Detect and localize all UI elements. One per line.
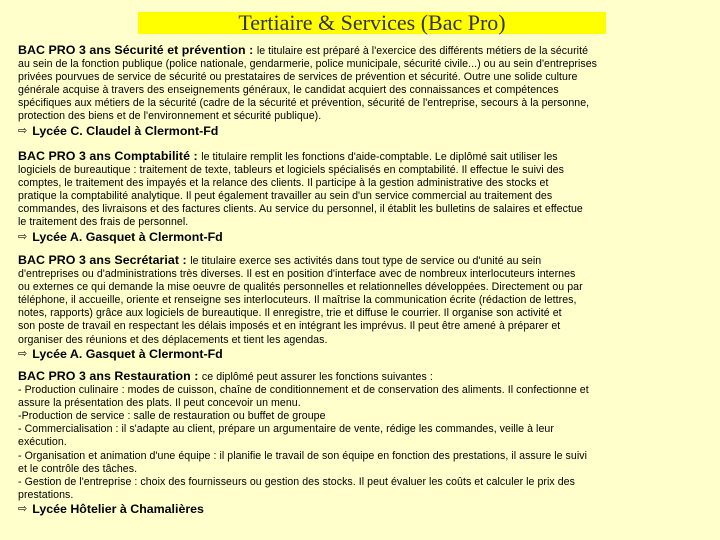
text-line: - Commercialisation : il s'adapte au client, prépare un argumentaire de vente, rédige les commandes, veille à leur: [18, 423, 554, 436]
text-line: assure la présentation des plats. Il peut concevoir un menu.: [18, 397, 301, 410]
school-line: [18, 502, 708, 516]
section-heading: BAC PRO 3 ans Secrétariat :: [18, 253, 191, 267]
school-line: [18, 124, 708, 138]
text-line: - Production culinaire : modes de cuisson, chaîne de conditionnement et de conservation des aliments. Il confectionne et: [18, 384, 589, 397]
arrow-right-icon: ⇨: [18, 124, 28, 137]
arrow-right-icon: ⇨: [18, 502, 28, 515]
text-line: au sein de la fonction publique (police nationale, gendarmerie, police municipale, sécurité civile...) ou au sein d'entreprises: [18, 58, 598, 71]
text-line: notes, rapports) grâce aux logiciels de bureautique. Il enregistre, trie et diffuse le courrier. Il organise son activité et: [18, 307, 562, 320]
school-name: Lycée Hôtelier à Chamalières: [32, 501, 204, 516]
text-line: exécution.: [18, 436, 67, 449]
text-line: organiser des réunions et des déplacements et tient les agendas.: [18, 333, 328, 346]
arrow-right-icon: ⇨: [18, 347, 28, 360]
school-name: Lycée A. Gasquet à Clermont-Fd: [32, 229, 223, 244]
text-line: le traitement des frais de personnel.: [18, 216, 189, 229]
school-name: Lycée A. Gasquet à Clermont-Fd: [32, 346, 223, 361]
section-heading: BAC PRO 3 ans Comptabilité :: [18, 149, 202, 163]
section-secretariat: [18, 254, 708, 361]
text-line: privées pourvues de service de sécurité ou prestataires de services de prévention et sécurité. Outre une solide culture: [18, 71, 578, 84]
section-paragraph: [18, 254, 708, 347]
text-line: et le contrôle des tâches.: [18, 462, 138, 475]
text-line: logiciels de bureautique : traitement de texte, tableurs et logiciels spécialisés en comptabilité. Il effectue le suivi des: [18, 164, 564, 177]
school-line: [18, 347, 708, 361]
section-heading: BAC PRO 3 ans Sécurité et prévention :: [18, 43, 257, 57]
text-line: commandes, des livraisons et des factures clients. Au service du personnel, il établit les bulletins de salaires et effectue: [18, 203, 583, 216]
text-line: d'entreprises ou d'administrations très diverses. Il est en position d'interface avec de nombreux interlocuteurs internes: [18, 268, 576, 281]
text-line: générale acquise à travers des enseignements généraux, le candidat acquiert des connaissances et compétences: [18, 84, 559, 97]
page-title: Tertiaire & Services (Bac Pro): [138, 12, 606, 34]
text-line: comptes, le traitement des impayés et la relance des clients. Il participe à la gestion administrative des stocks et: [18, 177, 549, 190]
section-intro: ce diplômé peut assurer les fonctions suivantes :: [201, 371, 433, 383]
section-intro: le titulaire remplit les fonctions d'aide-comptable. Le diplômé sait utiliser les: [201, 151, 558, 163]
section-paragraph: [18, 150, 708, 230]
text-line: téléphone, il accueille, oriente et renseigne ses interlocuteurs. Il maîtrise la communication écrite (rédaction de lettres,: [18, 294, 577, 307]
text-line: protection des biens et de l'environnement et sécurité publique).: [18, 110, 322, 123]
section-restauration: [18, 370, 708, 516]
section-paragraph: [18, 370, 708, 502]
text-line: spécifiques aux métiers de la sécurité (cadre de la sécurité et prévention, sécurité de l'entreprise, secours à la personne,: [18, 97, 590, 110]
section-intro: le titulaire est préparé à l'exercice des différents métiers de la sécurité: [256, 45, 589, 57]
text-line: -Production de service : salle de restauration ou buffet de groupe: [18, 410, 326, 423]
section-securite: [18, 44, 708, 138]
section-paragraph: [18, 44, 708, 124]
text-line: ou externes ce qui demande la mise oeuvre de qualités personnelles et relationnelles développées. Directement ou par: [18, 281, 583, 294]
section-comptabilite: [18, 150, 708, 244]
section-intro: le titulaire exerce ses activités dans tout type de service ou d'unité au sein: [190, 255, 542, 267]
text-line: son poste de travail en respectant les délais imposés et en intégrant les imprévus. Il peut être amené à préparer et: [18, 320, 561, 333]
text-line: - Gestion de l'entreprise : choix des fournisseurs ou gestion des stocks. Il peut évaluer les coûts et calculer le prix des: [18, 475, 575, 488]
section-heading: BAC PRO 3 ans Restauration :: [18, 369, 202, 383]
arrow-right-icon: ⇨: [18, 230, 28, 243]
school-name: Lycée C. Claudel à Clermont-Fd: [32, 123, 219, 138]
text-line: prestations.: [18, 488, 74, 501]
text-line: - Organisation et animation d'une équipe : il planifie le travail de son équipe en fonction des prestations, il assure le suivi: [18, 449, 587, 462]
school-line: [18, 230, 708, 244]
text-line: pratique la comptabilité analytique. Il peut également travailler au sein d'un service commercial au traitement des: [18, 190, 553, 203]
